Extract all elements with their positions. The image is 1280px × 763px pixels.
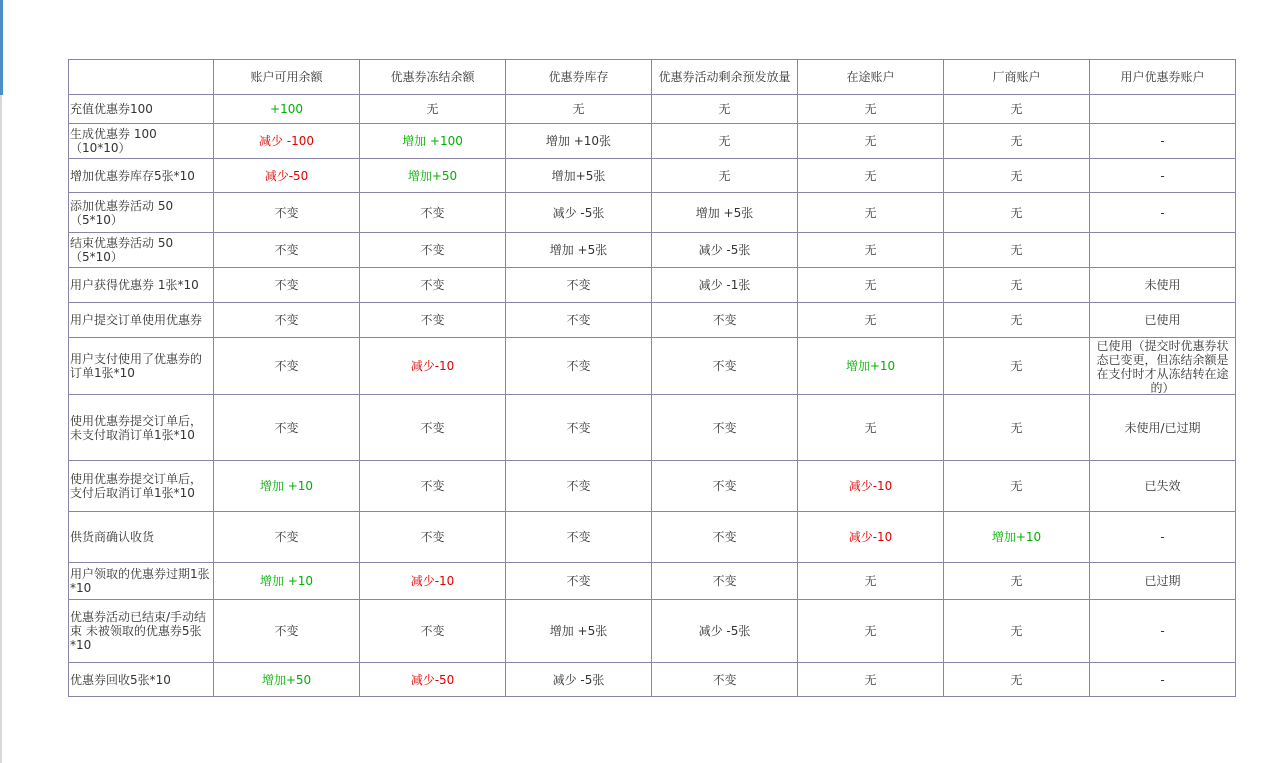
cell-value: 增加 +10 <box>259 574 314 588</box>
cell-col-user-coupon-account <box>1090 233 1236 268</box>
row-label-text: 用户获得优惠券 1张*10 <box>70 278 199 292</box>
cell-value: 未使用 <box>1144 278 1181 292</box>
cell-col-available-balance <box>214 600 360 663</box>
cell-col-vendor-account <box>944 303 1090 338</box>
cell-value: 不变 <box>420 313 445 327</box>
header-col-vendor-account: 厂商账户 <box>944 60 1090 95</box>
cell-value: 减少-10 <box>410 574 455 588</box>
row-label-text: 优惠券活动已结束/手动结束 未被领取的优惠券5张*10 <box>70 610 207 652</box>
cell-value: 减少 -5张 <box>552 672 605 687</box>
row-label <box>69 338 214 395</box>
cell-col-frozen-balance <box>360 303 506 338</box>
cell-value: 不变 <box>566 530 591 544</box>
cell-value: 不变 <box>420 624 445 638</box>
cell-col-available-balance <box>214 193 360 233</box>
table-row <box>69 512 1236 563</box>
row-label <box>69 268 214 303</box>
cell-col-coupon-stock <box>506 124 652 159</box>
cell-col-coupon-stock <box>506 461 652 512</box>
row-label <box>69 512 214 563</box>
cell-value: 减少 -100 <box>258 134 315 148</box>
cell-value: 不变 <box>274 624 299 638</box>
table-row <box>69 159 1236 193</box>
cell-col-vendor-account <box>944 600 1090 663</box>
row-label-text: 优惠券回收5张*10 <box>70 672 171 687</box>
cell-value: 不变 <box>420 420 445 435</box>
cell-col-frozen-balance <box>360 461 506 512</box>
cell-value: 无 <box>864 134 877 148</box>
row-label <box>69 193 214 233</box>
cell-col-activity-remaining <box>652 268 798 303</box>
table-header-row <box>69 60 1236 95</box>
cell-value: 不变 <box>274 313 299 327</box>
cell-col-coupon-stock <box>506 95 652 124</box>
cell-value: 不变 <box>712 530 737 544</box>
cell-value: 无 <box>864 168 877 183</box>
row-label <box>69 395 214 461</box>
cell-value: 无 <box>718 102 731 116</box>
cell-col-vendor-account <box>944 512 1090 563</box>
cell-col-frozen-balance <box>360 268 506 303</box>
cell-col-in-transit-account <box>798 268 944 303</box>
window-left-edge <box>0 95 2 763</box>
cell-col-frozen-balance <box>360 338 506 395</box>
cell-value: 不变 <box>712 672 737 687</box>
cell-col-user-coupon-account <box>1090 600 1236 663</box>
cell-value: 无 <box>864 102 877 116</box>
cell-col-in-transit-account <box>798 600 944 663</box>
cell-col-in-transit-account <box>798 338 944 395</box>
cell-value: 减少 -5张 <box>698 624 751 638</box>
cell-col-available-balance <box>214 303 360 338</box>
cell-col-available-balance <box>214 338 360 395</box>
cell-value: 无 <box>718 168 731 183</box>
row-label <box>69 303 214 338</box>
row-label <box>69 600 214 663</box>
cell-col-vendor-account <box>944 563 1090 600</box>
cell-value: +100 <box>270 102 303 116</box>
cell-col-coupon-stock <box>506 268 652 303</box>
cell-value: 增加 +10 <box>259 479 314 493</box>
cell-col-vendor-account <box>944 663 1090 697</box>
row-label <box>69 461 214 512</box>
cell-col-coupon-stock <box>506 193 652 233</box>
table-row <box>69 663 1236 697</box>
cell-col-frozen-balance <box>360 563 506 600</box>
header-corner-cell <box>69 60 214 95</box>
window-accent-strip <box>0 0 3 95</box>
cell-value: 无 <box>864 420 877 435</box>
cell-col-available-balance <box>214 663 360 697</box>
cell-value: 无 <box>864 313 877 327</box>
cell-value: 不变 <box>712 420 737 435</box>
cell-col-available-balance <box>214 124 360 159</box>
cell-col-user-coupon-account <box>1090 663 1236 697</box>
row-label-text: 添加优惠券活动 50（5*10） <box>70 198 174 227</box>
cell-col-coupon-stock <box>506 600 652 663</box>
cell-col-activity-remaining <box>652 563 798 600</box>
cell-col-activity-remaining <box>652 233 798 268</box>
cell-col-frozen-balance <box>360 512 506 563</box>
cell-value: 不变 <box>420 205 445 220</box>
cell-col-coupon-stock <box>506 233 652 268</box>
cell-value: - <box>1160 624 1165 638</box>
cell-col-available-balance <box>214 461 360 512</box>
cell-col-available-balance <box>214 512 360 563</box>
cell-value: 不变 <box>712 359 737 373</box>
cell-col-in-transit-account <box>798 303 944 338</box>
cell-col-activity-remaining <box>652 663 798 697</box>
table-row <box>69 461 1236 512</box>
cell-value: 增加+10 <box>991 530 1042 544</box>
cell-value: - <box>1160 672 1165 687</box>
cell-value: - <box>1160 168 1165 183</box>
cell-col-activity-remaining <box>652 600 798 663</box>
cell-value: 无 <box>1010 205 1023 220</box>
cell-value: 无 <box>1010 102 1023 116</box>
header-col-in-transit-account: 在途账户 <box>798 60 944 95</box>
table-row <box>69 95 1236 124</box>
cell-col-activity-remaining <box>652 512 798 563</box>
table-row <box>69 338 1236 395</box>
cell-value: 增加+10 <box>845 359 896 373</box>
cell-col-user-coupon-account <box>1090 268 1236 303</box>
cell-value: 无 <box>1010 624 1023 638</box>
cell-value: 不变 <box>566 278 591 292</box>
coupon-account-table-container <box>68 59 1236 697</box>
table-row <box>69 303 1236 338</box>
cell-value: 无 <box>864 278 877 292</box>
cell-value: 不变 <box>274 420 299 435</box>
cell-value: 不变 <box>274 530 299 544</box>
header-col-user-coupon-account: 用户优惠券账户 <box>1090 60 1236 95</box>
cell-value: 增加 +100 <box>402 134 463 148</box>
cell-value: 无 <box>1010 359 1023 373</box>
cell-value: 无 <box>572 102 585 116</box>
cell-col-user-coupon-account <box>1090 95 1236 124</box>
cell-col-frozen-balance <box>360 233 506 268</box>
cell-col-activity-remaining <box>652 124 798 159</box>
cell-col-available-balance <box>214 159 360 193</box>
row-label-text: 结束优惠券活动 50（5*10） <box>70 236 174 264</box>
cell-col-available-balance <box>214 95 360 124</box>
cell-col-user-coupon-account <box>1090 512 1236 563</box>
cell-col-user-coupon-account <box>1090 338 1236 395</box>
cell-col-available-balance <box>214 395 360 461</box>
cell-value: 无 <box>1010 278 1023 292</box>
cell-col-in-transit-account <box>798 124 944 159</box>
cell-col-activity-remaining <box>652 159 798 193</box>
table-row <box>69 563 1236 600</box>
cell-col-frozen-balance <box>360 159 506 193</box>
cell-col-user-coupon-account <box>1090 193 1236 233</box>
cell-col-in-transit-account <box>798 95 944 124</box>
cell-value: 已使用（提交时优惠券状态已变更，但冻结余额是在支付时才从冻结转在途的） <box>1096 338 1229 394</box>
table-row <box>69 268 1236 303</box>
cell-value: 无 <box>864 574 877 588</box>
cell-value: 不变 <box>712 479 737 493</box>
cell-col-coupon-stock <box>506 303 652 338</box>
cell-value: 无 <box>864 672 877 687</box>
cell-col-vendor-account <box>944 268 1090 303</box>
header-col-activity-remaining: 优惠券活动剩余预发放量 <box>652 60 798 95</box>
row-label-text: 使用优惠券提交订单后，支付后取消订单1张*10 <box>70 472 203 500</box>
cell-col-coupon-stock <box>506 159 652 193</box>
cell-value: 无 <box>1010 672 1023 687</box>
row-label-text: 供货商确认收货 <box>70 530 155 544</box>
row-label-text: 用户支付使用了优惠券的订单1张*10 <box>70 352 203 380</box>
cell-value: - <box>1160 134 1165 148</box>
cell-col-in-transit-account <box>798 512 944 563</box>
row-label <box>69 233 214 268</box>
cell-value: 无 <box>864 205 877 220</box>
cell-col-frozen-balance <box>360 124 506 159</box>
cell-col-activity-remaining <box>652 395 798 461</box>
cell-col-coupon-stock <box>506 663 652 697</box>
cell-value: 不变 <box>274 359 299 373</box>
cell-col-in-transit-account <box>798 193 944 233</box>
cell-col-frozen-balance <box>360 193 506 233</box>
row-label <box>69 124 214 159</box>
row-label-text: 用户领取的优惠券过期1张*10 <box>70 567 210 595</box>
cell-value: 无 <box>1010 313 1023 327</box>
cell-value: 减少 -1张 <box>698 278 751 292</box>
cell-value: 不变 <box>566 479 591 493</box>
cell-col-vendor-account <box>944 124 1090 159</box>
header-col-frozen-balance: 优惠券冻结余额 <box>360 60 506 95</box>
cell-value: 不变 <box>420 530 445 544</box>
cell-col-in-transit-account <box>798 233 944 268</box>
cell-col-vendor-account <box>944 95 1090 124</box>
cell-col-vendor-account <box>944 233 1090 268</box>
cell-col-frozen-balance <box>360 663 506 697</box>
cell-col-user-coupon-account <box>1090 461 1236 512</box>
cell-col-coupon-stock <box>506 395 652 461</box>
cell-value: 增加 +5张 <box>549 243 608 257</box>
cell-col-in-transit-account <box>798 159 944 193</box>
header-col-available-balance: 账户可用余额 <box>214 60 360 95</box>
table-row <box>69 395 1236 461</box>
cell-value: 增加 +5张 <box>549 624 608 638</box>
cell-col-in-transit-account <box>798 395 944 461</box>
cell-value: 不变 <box>420 243 445 257</box>
cell-value: 减少-10 <box>848 479 893 493</box>
cell-value: 不变 <box>420 278 445 292</box>
row-label-text: 用户提交订单使用优惠券 <box>70 313 203 327</box>
cell-col-available-balance <box>214 233 360 268</box>
cell-value: 无 <box>718 134 731 148</box>
cell-col-activity-remaining <box>652 303 798 338</box>
cell-value: 无 <box>1010 168 1023 183</box>
cell-value: 无 <box>426 102 439 116</box>
cell-value: 减少 -5张 <box>552 205 605 220</box>
row-label-text: 充值优惠券100 <box>70 102 153 116</box>
cell-value: 无 <box>864 243 877 257</box>
cell-col-available-balance <box>214 563 360 600</box>
cell-value: 不变 <box>274 205 299 220</box>
cell-col-vendor-account <box>944 338 1090 395</box>
cell-value: 已使用 <box>1144 313 1181 327</box>
row-label <box>69 563 214 600</box>
cell-value: 无 <box>1010 243 1023 257</box>
cell-value: 不变 <box>420 479 445 493</box>
cell-col-available-balance <box>214 268 360 303</box>
table-row <box>69 193 1236 233</box>
cell-col-activity-remaining <box>652 461 798 512</box>
row-label <box>69 663 214 697</box>
cell-value: 不变 <box>566 313 591 327</box>
cell-col-frozen-balance <box>360 600 506 663</box>
cell-col-user-coupon-account <box>1090 563 1236 600</box>
cell-value: 增加 +5张 <box>695 205 754 220</box>
cell-value: - <box>1160 205 1165 220</box>
cell-value: 不变 <box>712 574 737 588</box>
table-body <box>69 95 1236 697</box>
cell-col-user-coupon-account <box>1090 124 1236 159</box>
row-label-text: 使用优惠券提交订单后，未支付取消订单1张*10 <box>70 413 203 442</box>
cell-col-coupon-stock <box>506 512 652 563</box>
cell-value: 增加+50 <box>261 672 312 687</box>
coupon-account-table <box>68 59 1236 697</box>
cell-col-in-transit-account <box>798 663 944 697</box>
cell-value: 减少-10 <box>848 530 893 544</box>
cell-value: 减少-50 <box>410 672 455 687</box>
cell-value: 无 <box>1010 574 1023 588</box>
cell-col-vendor-account <box>944 159 1090 193</box>
cell-col-frozen-balance <box>360 95 506 124</box>
table-row <box>69 233 1236 268</box>
row-label <box>69 159 214 193</box>
cell-value: 无 <box>864 624 877 638</box>
cell-value: 未使用/已过期 <box>1124 420 1201 435</box>
cell-value: 已失效 <box>1144 479 1181 493</box>
cell-col-activity-remaining <box>652 338 798 395</box>
cell-value: 不变 <box>566 359 591 373</box>
row-label-text: 生成优惠券 100（10*10） <box>70 127 157 155</box>
cell-col-in-transit-account <box>798 461 944 512</box>
table-row <box>69 600 1236 663</box>
cell-value: 无 <box>1010 479 1023 493</box>
cell-value: 不变 <box>274 243 299 257</box>
cell-value: 无 <box>1010 420 1023 435</box>
cell-col-coupon-stock <box>506 563 652 600</box>
cell-col-vendor-account <box>944 193 1090 233</box>
cell-value: - <box>1160 530 1165 544</box>
cell-col-user-coupon-account <box>1090 395 1236 461</box>
cell-col-vendor-account <box>944 395 1090 461</box>
cell-col-frozen-balance <box>360 395 506 461</box>
table-row <box>69 124 1236 159</box>
cell-value: 不变 <box>566 574 591 588</box>
header-col-coupon-stock: 优惠券库存 <box>506 60 652 95</box>
cell-col-coupon-stock <box>506 338 652 395</box>
row-label-text: 增加优惠券库存5张*10 <box>70 168 195 183</box>
cell-value: 不变 <box>274 278 299 292</box>
cell-value: 已过期 <box>1144 574 1181 588</box>
cell-col-vendor-account <box>944 461 1090 512</box>
cell-value: 不变 <box>712 313 737 327</box>
cell-value: 不变 <box>566 420 591 435</box>
cell-col-activity-remaining <box>652 95 798 124</box>
cell-value: 增加 +10张 <box>545 134 612 148</box>
cell-value: 增加+5张 <box>551 168 606 183</box>
cell-value: 减少 -5张 <box>698 243 751 257</box>
cell-col-user-coupon-account <box>1090 303 1236 338</box>
cell-col-activity-remaining <box>652 193 798 233</box>
cell-col-user-coupon-account <box>1090 159 1236 193</box>
cell-value: 增加+50 <box>407 168 458 183</box>
cell-value: 无 <box>1010 134 1023 148</box>
cell-value: 减少-50 <box>264 168 309 183</box>
cell-value: 减少-10 <box>410 359 455 373</box>
row-label <box>69 95 214 124</box>
cell-col-in-transit-account <box>798 563 944 600</box>
